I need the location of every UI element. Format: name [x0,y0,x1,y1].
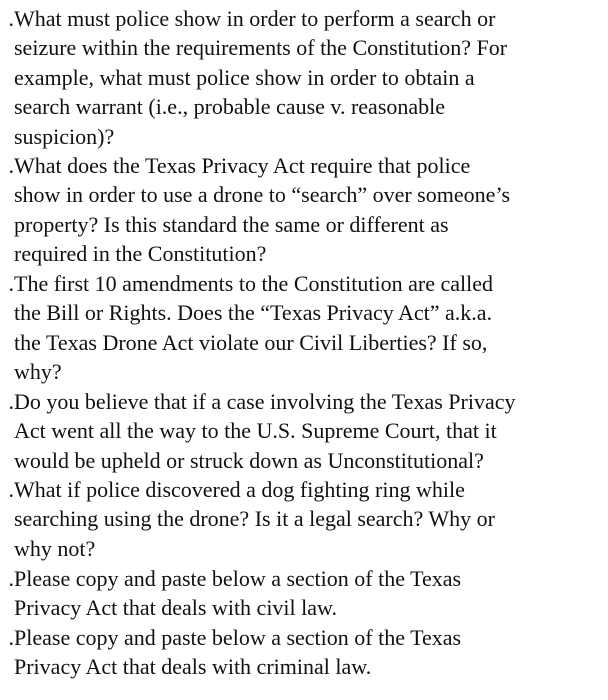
question-text-line: Do you believe that if a case involving the Texas Privacy [14,389,516,414]
list-marker: . [8,477,14,502]
question-text-line: search warrant (i.e., probable cause v. reasonable [14,94,446,120]
question-text-line: Act went all the way to the U.S. Supreme Court, that it [14,418,497,444]
question-text-line: What does the Texas Privacy Act require that police [14,153,471,178]
list-marker: . [8,566,14,591]
question-text-line: suspicion)? [14,123,115,149]
question-text-line: searching using the drone? Is it a legal search? Why or [14,506,495,532]
question-text-line: What if police discovered a dog fighting ring while [14,477,465,502]
question-text-line: the Texas Drone Act violate our Civil Liberties? If so, [14,329,488,355]
question-text-line: Privacy Act that deals with criminal law. [14,654,372,680]
question-text-line: would be upheld or struck down as Unconstitutional? [14,447,484,473]
list-marker: . [8,389,14,414]
question-text-line: why not? [14,535,96,561]
question-text-line: The first 10 amendments to the Constitution are called [14,271,493,296]
question-text-line: the Bill or Rights. Does the “Texas Privacy Act” a.k.a. [14,300,493,326]
question-text-line: required in the Constitution? [14,241,267,267]
question-text-line: example, what must police show in order to obtain a [14,64,475,90]
question-text-line: Privacy Act that deals with civil law. [14,595,337,621]
list-marker: . [8,153,14,178]
question-text-line: property? Is this standard the same or different as [14,211,449,237]
list-marker: . [8,625,14,650]
question-text-line: Please copy and paste below a section of the Texas [14,566,462,591]
question-text-line: What must police show in order to perform a search or [14,6,496,31]
question-text-line: show in order to use a drone to “search” over someone’s [14,182,511,208]
question-text-line: seizure within the requirements of the Constitution? For [14,35,508,61]
list-marker: . [8,6,14,31]
question-text-line: why? [14,359,62,385]
list-marker: . [8,271,14,296]
question-text-line: Please copy and paste below a section of the Texas [14,625,462,650]
